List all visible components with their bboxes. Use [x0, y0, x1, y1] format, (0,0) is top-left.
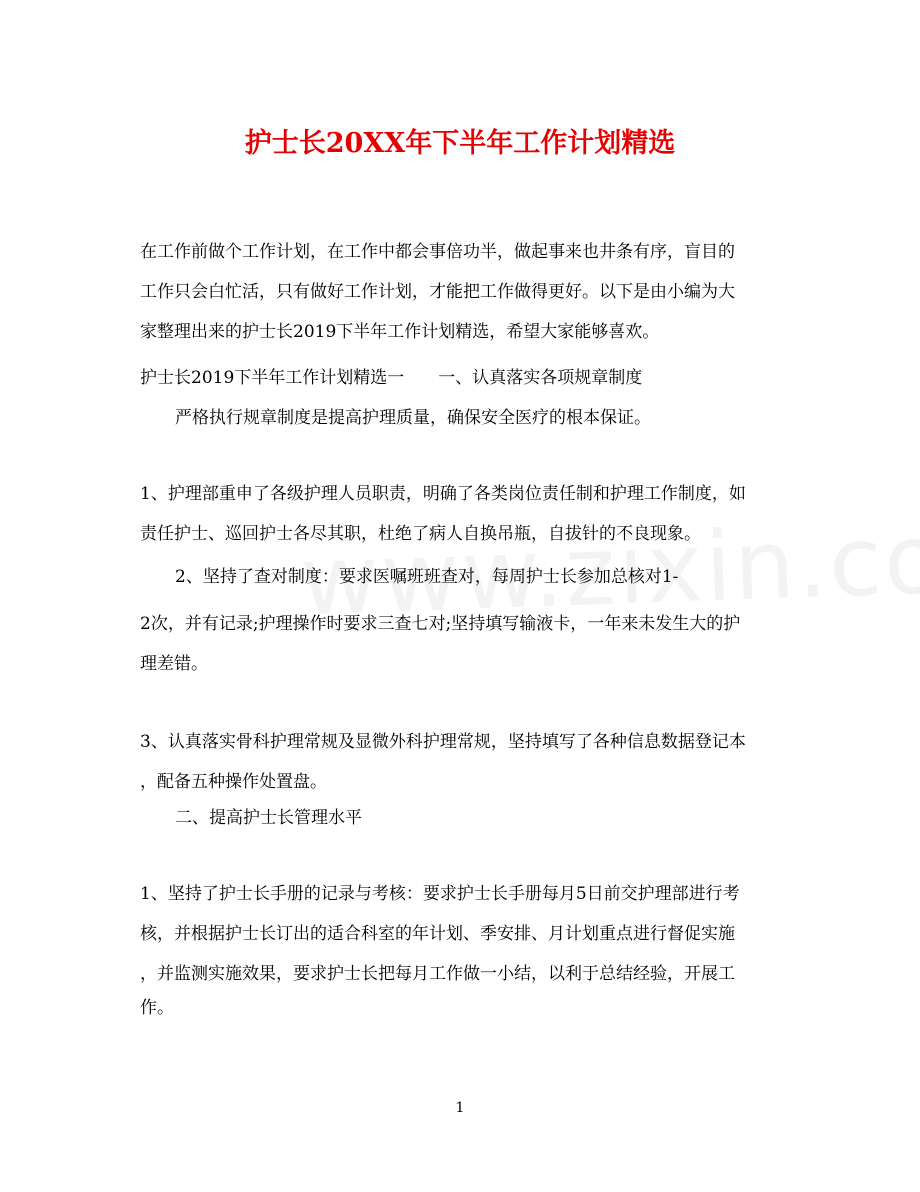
document-title: 护士长20XX年下半年工作计划精选	[244, 128, 676, 159]
intro-line-3: 家整理出来的护士长2019下半年工作计划精选，希望大家能够喜欢。	[140, 322, 660, 342]
page-number: 1	[455, 1100, 465, 1116]
item-1-line-2: 责任护士、巡回护士各尽其职，杜绝了病人自换吊瓶，自拔针的不良现象。	[140, 524, 701, 544]
sub-item-1-line-2: 核，并根据护士长订出的适合科室的年计划、季安排、月计划重点进行督促实施	[140, 924, 735, 944]
section-heading-1: 护士长2019下半年工作计划精选一 一、认真落实各项规章制度	[140, 368, 643, 388]
paragraph-line: 严格执行规章制度是提高护理质量，确保安全医疗的根本保证。	[175, 408, 651, 428]
intro-line-2: 工作只会白忙活，只有做好工作计划，才能把工作做得更好。以下是由小编为大	[140, 282, 735, 302]
item-2-line-1: 2、坚持了查对制度：要求医嘱班班查对，每周护士长参加总核对1-	[175, 567, 679, 587]
sub-item-1-line-4: 作。	[140, 998, 174, 1018]
sub-item-1-line-3: ，并监测实施效果，要求护士长把每月工作做一小结，以利于总结经验，开展工	[140, 964, 735, 984]
item-2-line-2: 2次，并有记录;护理操作时要求三查七对;坚持填写输液卡，一年来未发生大的护	[140, 614, 741, 634]
item-1-line-1: 1、护理部重申了各级护理人员职责，明确了各类岗位责任制和护理工作制度，如	[140, 484, 746, 504]
section-heading-2: 二、提高护士长管理水平	[175, 808, 362, 828]
item-2-line-3: 理差错。	[140, 654, 208, 674]
sub-item-1-line-1: 1、坚持了护士长手册的记录与考核：要求护士长手册每月5日前交护理部进行考	[140, 884, 740, 904]
intro-line-1: 在工作前做个工作计划，在工作中都会事倍功半，做起事来也井条有序，盲目的	[140, 242, 735, 262]
item-3-line-2: ，配备五种操作处置盘。	[140, 772, 327, 792]
item-3-line-1: 3、认真落实骨科护理常规及显微外科护理常规，坚持填写了各种信息数据登记本	[140, 732, 746, 752]
